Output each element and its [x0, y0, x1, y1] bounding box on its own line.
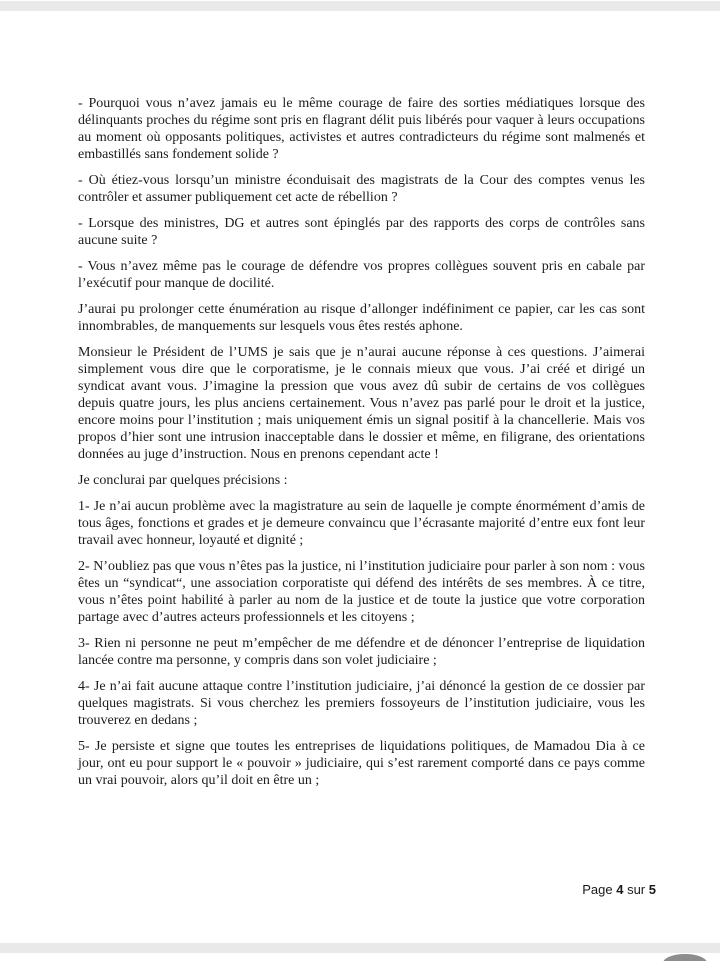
paragraph-question-1: - Pourquoi vous n’avez jamais eu le même courage de faire des sorties médiatiques lorsque des délinquants proches du régime sont pris en flagrant délit puis libérés pour vaquer à leurs occupations au moment où opposants politiques, activistes et autres contradicteurs du régime sont malmenés et embastillés sans fondement solide ? [78, 96, 645, 162]
paragraph-point-5: 5- Je persiste et signe que toutes les entreprises de liquidations politiques, de Mamadou Dia à ce jour, ont eu pour support le « pouvoir » judiciaire, qui s’est rarement comporté dans ce pays comme un vrai pouvoir, alors qu’il doit en être un ; [78, 739, 645, 788]
paragraph-intro-conclusion: Je conclurai par quelques précisions : [78, 473, 288, 488]
page-content [78, 95, 645, 798]
floating-scroll-button[interactable] [663, 954, 707, 961]
paragraph-question-3: - Lorsque des ministres, DG et autres sont épinglés par des rapports des corps de contrôles sans aucune suite ? [78, 216, 645, 248]
total-page-number: 5 [648, 882, 656, 897]
paragraph-point-3: 3- Rien ni personne ne peut m’empêcher de me défendre et de dénoncer l’entreprise de liquidation lancée contre ma personne, y compris dans son volet judiciaire ; [78, 636, 645, 668]
page-gap-top [0, 1, 720, 11]
page-number-prefix: Page [582, 882, 617, 897]
paragraph-question-2: - Où étiez-vous lorsqu’un ministre éconduisait des magistrats de la Cour des comptes venus les contrôler et assumer publiquement cet acte de rébellion ? [78, 173, 645, 205]
document-page [0, 11, 720, 943]
paragraph-point-2: 2- N’oubliez pas que vous n’êtes pas la justice, ni l’institution judiciaire pour parler à son nom : vous êtes un “syndicat“, une association corporatiste qui défend des intérêts de ses membres. À ce titre, vous n’êtes point habilité à parler au nom de la justice et de toute la justice que votre corporation partage avec d’autres acteurs professionnels et les citoyens ; [78, 559, 645, 625]
paragraph-point-4: 4- Je n’ai fait aucune attaque contre l’institution judiciaire, j’ai dénoncé la gestion de ce dossier par quelques magistrats. Si vous cherchez les premiers fossoyeurs de l’institution judiciaire, vous les trouverez en dedans ; [78, 679, 645, 728]
paragraph-body-2: Monsieur le Président de l’UMS je sais que je n’aurai aucune réponse à ces questions. J’aimerai simplement vous dire que le corporatisme, je le connais mieux que vous. J’ai créé et dirigé un syndicat avant vous. J’imagine la pression que vous avez dû subir de certains de vos collègues depuis quatre jours, les plus anciens certainement. Vous n’avez pas parlé pour le droit et la justice, encore moins pour l’institution ; mais uniquement émis un signal positif à la chancellerie. Mais vos propos d’hier sont une intrusion inacceptable dans le dossier et même, en filigrane, des orientations données au juge d’instruction. Nous en prenons cependant acte ! [78, 345, 645, 462]
page-number-separator: sur [623, 882, 649, 897]
paragraph-body-1: J’aurai pu prolonger cette énumération au risque d’allonger indéfiniment ce papier, car les cas sont innombrables, de manquements sur lesquels vous êtes restés aphone. [78, 302, 645, 334]
paragraph-point-1: 1- Je n’ai aucun problème avec la magistrature au sein de laquelle je compte énormément d’amis de tous âges, fonctions et grades et je demeure convaincu que l’écrasante majorité d’entre eux font leur travail avec honneur, loyauté et dignité ; [78, 499, 645, 548]
page-number-footer [582, 882, 656, 897]
paragraph-question-4: - Vous n’avez même pas le courage de défendre vos propres collègues souvent pris en cabale par l’exécutif pour manque de docilité. [78, 259, 645, 291]
current-page-number: 4 [616, 882, 624, 897]
page-gap-bottom [0, 943, 720, 953]
